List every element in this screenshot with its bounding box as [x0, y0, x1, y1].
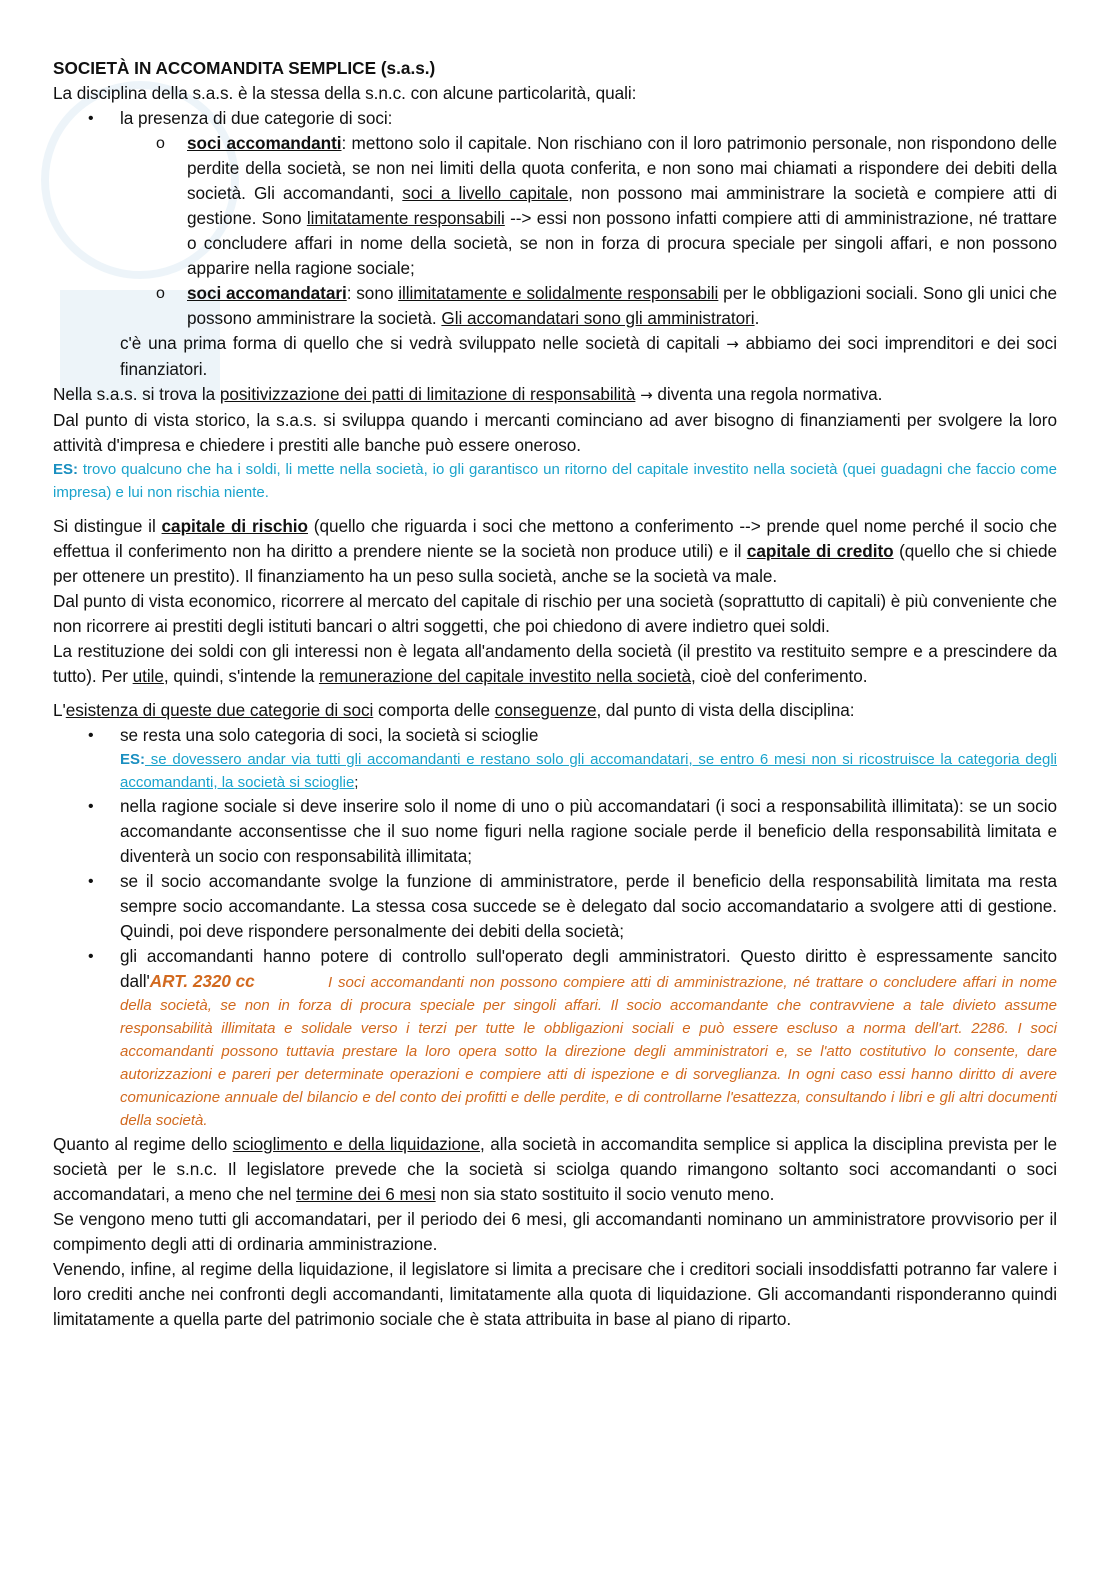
- arrow-right-icon: →: [640, 386, 653, 404]
- bullet-item-controllo: • gli accomandanti hanno potere di controllo sull'operato degli amministratori. Questo diritto è espressamente sancito dall'ART. 2320 cc I soci accomandanti non possono compiere atti di amministrazione, né trattare o concludere affari in nome della società, se non in forza di procura speciale per singoli affari. Il socio accomandante che contravviene a tale divieto assume responsabilità illimitata e solidale verso i terzi per tutte le obbligazioni sociali e può essere escluso a norma dell'art. 2286. I soci accomandanti possono tuttavia prestare la loro opera sotto la direzione degli amministratori e, se l'atto costitutivo lo consente, dare autorizzazioni e pareri per determinate operazioni e compiere atti di ispezione e di sorveglianza. In ogni caso essi hanno diritto di avere comunicazione annuale del bilancio e del conto dei profitti e delle perdite, e di controllarne l'esattezza, consultando i libri e gli altri documenti della società.: [53, 944, 1057, 1132]
- term-soci-accomandatari: soci accomandatari: [187, 283, 347, 303]
- document-page: [53, 56, 1057, 1332]
- sub-item-accomandatari: o soci accomandatari: sono illimitatamente e solidalmente responsabili per le obbligazioni sociali. Sono gli unici che possono amministrare la società. Gli accomandatari sono gli amministratori.: [156, 283, 1057, 328]
- paragraph-scioglimento-liquidazione: Quanto al regime dello scioglimento e della liquidazione, alla società in accomandita semplice si applica la disciplina prevista per le società per le s.n.c. Il legislatore prevede che la società si sciolga quando rimangono soltanto soci accomandanti o soci accomandatari, a meno che nel termine dei 6 mesi non sia stato sostituito il socio venuto meno.: [53, 1134, 1057, 1204]
- bullet-continuation: c'è una prima forma di quello che si vedrà sviluppato nelle società di capitali → abbiamo dei soci imprenditori e dei soci finanziatori.: [120, 333, 1057, 379]
- term-soci-accomandanti: soci accomandanti: [187, 133, 342, 153]
- bullet-marker: •: [88, 948, 94, 965]
- bullet-item-scioglimento: • se resta una solo categoria di soci, la società si scioglie ES: se dovessero andar via tutti gli accomandanti e restano solo gli accomandatari, se entro 6 mesi non si ricostruisce la categoria degli accomandanti, la società si scioglie;: [53, 723, 1057, 794]
- bullet-marker: •: [88, 798, 94, 815]
- term-capitale-di-rischio: capitale di rischio: [161, 516, 308, 536]
- paragraph-positivizzazione: Nella s.a.s. si trova la positivizzazione dei patti di limitazione di responsabilità → diventa una regola normativa.: [53, 384, 883, 404]
- bullet-item-categories: • la presenza di due categorie di soci:: [53, 106, 1057, 131]
- paragraph-amministratore-provvisorio: Se vengono meno tutti gli accomandatari, per il periodo dei 6 mesi, gli accomandanti nominano un amministratore provvisorio per il compimento degli atti di ordinaria amministrazione.: [53, 1209, 1057, 1254]
- paragraph-capitale: Si distingue il capitale di rischio (quello che riguarda i soci che mettono a conferimento --> prende quel nome perché il socio che effettua il conferimento non ha diritto a prendere niente se la società non produce utili) e il capitale di credito (quello che si chiede per ottenere un prestito). Il finanziamento ha un peso sulla società, anche se la società va male.: [53, 516, 1057, 586]
- article-quote: I soci accomandanti non possono compiere atti di amministrazione, né trattare o concludere affari in nome della società, se non in forza di procura speciale per singoli affari. Il socio accomandante che contravviene a tale divieto assume responsabilità illimitata e solidale verso i terzi per tutte le obbligazioni sociali e può essere escluso a norma dell'art. 2286. I soci accomandanti possono tuttavia prestare la loro opera sotto la direzione degli amministratori e, se l'atto costitutivo lo consente, dare autorizzazioni e pareri per determinate operazioni e compiere atti di ispezione e di sorveglianza. In ogni caso essi hanno diritto di avere comunicazione annuale del bilancio e del conto dei profitti e delle perdite, e di controllarne l'esattezza, consultando i libri e gli altri documenti della società.: [120, 974, 1057, 1129]
- article-reference: ART. 2320 cc: [149, 971, 255, 991]
- paragraph-liquidazione: Venendo, infine, al regime della liquidazione, il legislatore si limita a precisare che i creditori sociali insoddisfatti potranno far valere i loro crediti anche nei confronti degli accomandanti, limitatamente alla quota di liquidazione. Gli accomandanti risponderanno quindi limitatamente a quella parte del patrimonio sociale che è stata attribuita in base al piano di riparto.: [53, 1259, 1057, 1329]
- circle-marker: o: [156, 285, 165, 302]
- paragraph-storico: Dal punto di vista storico, la s.a.s. si sviluppa quando i mercanti cominciano ad aver bisogno di finanziamenti per svolgere la loro attività d'impresa e chiedere i prestiti alle banche può essere oneroso.: [53, 410, 1057, 455]
- paragraph-restituzione: La restituzione dei soldi con gli interessi non è legata all'andamento della società (il prestito va restituito sempre e a prescindere da tutto). Per utile, quindi, s'intende la remunerazione del capitale investito nella società, cioè del conferimento.: [53, 641, 1057, 686]
- document-title: SOCIETÀ IN ACCOMANDITA SEMPLICE (s.a.s.): [53, 58, 436, 78]
- intro-paragraph: La disciplina della s.a.s. è la stessa della s.n.c. con alcune particolarità, quali:: [53, 83, 637, 103]
- example-note: ES: trovo qualcuno che ha i soldi, li mette nella società, io gli garantisco un ritorno del capitale investito nella società (quei guadagni che faccio come impresa) e lui non rischia niente.: [53, 461, 1057, 501]
- bullet-marker: •: [88, 873, 94, 890]
- paragraph-economico: Dal punto di vista economico, ricorrere al mercato del capitale di rischio per una società (soprattutto di capitali) è più conveniente che non ricorrere ai prestiti degli istituti bancari o altri soggetti, che poi chiedono di avere indietro quei soldi.: [53, 591, 1057, 636]
- bullet-item-amministratore: • se il socio accomandante svolge la funzione di amministratore, perde il beneficio della responsabilità limitata ma resta sempre socio accomandante. La stessa cosa succede se è delegato dal socio accomandatario a svolgere atti di gestione. Quindi, poi deve rispondere personalmente dei debiti della società;: [88, 871, 1057, 941]
- arrow-right-icon: →: [726, 335, 739, 353]
- sub-item-accomandanti: o soci accomandanti: mettono solo il capitale. Non rischiano con il loro patrimonio personale, non rispondono delle perdite della società, se non nei limiti della quota conferita, e non sono mai chiamati a rispondere dei debiti della società. Gli accomandanti, soci a livello capitale, non possono mai amministrare la società e compiere atti di gestione. Sono limitatamente responsabili --> essi non possono infatti compiere atti di amministrazione, né trattare o concludere affari in nome della società, se non in forza di procura speciale per singoli affari, e non possono apparire nella ragione sociale;: [156, 133, 1058, 278]
- example-note: ES: se dovessero andar via tutti gli accomandanti e restano solo gli accomandatari, se entro 6 mesi non si ricostruisce la categoria degli accomandanti, la società si scioglie;: [120, 751, 1057, 791]
- bullet-item-ragione-sociale: • nella ragione sociale si deve inserire solo il nome di uno o più accomandatari (i soci a responsabilità illimitata): se un socio accomandante acconsentisse che il suo nome figuri nella ragione sociale perde il beneficio della responsabilità limitata e diventerà un socio con responsabilità illimitata;: [88, 796, 1057, 866]
- term-capitale-di-credito: capitale di credito: [746, 541, 894, 561]
- bullet-marker: •: [88, 110, 94, 127]
- paragraph-conseguenze: L'esistenza di queste due categorie di soci comporta delle conseguenze, dal punto di vista della disciplina:: [53, 700, 855, 720]
- bullet-marker: •: [88, 727, 94, 744]
- circle-marker: o: [156, 135, 165, 152]
